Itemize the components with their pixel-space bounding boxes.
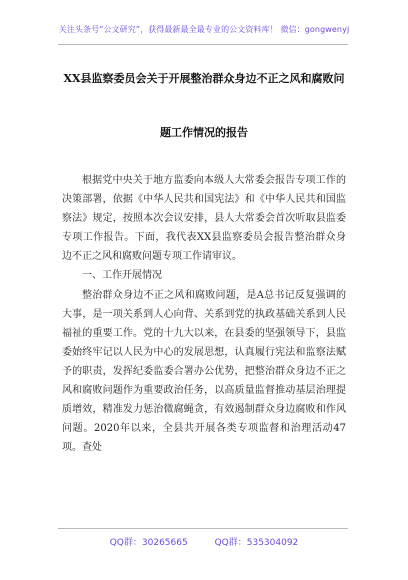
paragraph-intro: 根据党中央关于地方监委向本级人大常委会报告专项工作的决策部署，依据《中华人民共和国宪法》和《中华人民共和国监察法》规定，按照本次会议安排，县人大常委会首次听取县监委专项工作报告。下面，我代表XX县监察委员会报告整治群众身边不正之风和腐败问题专项工作请审议。 <box>62 175 346 263</box>
header-banner: 关注头条号“公文研究”，获得最新最全最专业的公文资料库！ 微信：gongwenyj <box>58 25 350 34</box>
footer-qq-group-2: QQ群：535304092 <box>214 538 299 548</box>
document-body <box>62 171 346 457</box>
footer-contact <box>0 535 408 548</box>
document-title-line-1: XX县监察委员会关于开展整治群众身边不正之风和腐败问 <box>63 72 345 85</box>
section-heading-1: 一、工作开展情况 <box>82 270 162 282</box>
footer-qq-group-1: QQ群：30265665 <box>109 538 188 548</box>
paragraph-work-status: 整治群众身边不正之风和腐败问题，是A总书记反复强调的大事，是一项关系到人心向背、关系到党的执政基础关系到人民福祉的重要工作。党的十九大以来，在县委的坚强领导下，县监委始终牢记以人民为中心的发展思想，认真履行宪法和监察法赋予的职责，发挥纪委监委合署办公优势，把整治群众身边不正之风和腐败问题作为重要政治任务，以高质量监督推动基层治理提质增效，精准发力惩治微腐蝇贪，有效遏制群众身边腐败和作风问题。2020年以来，全县共开展各类专项监督和治理活动47项。查处 <box>62 289 346 454</box>
header-divider <box>58 44 348 45</box>
document-title-line-2: 题工作情况的报告 <box>160 126 248 139</box>
footer-divider <box>58 528 348 529</box>
